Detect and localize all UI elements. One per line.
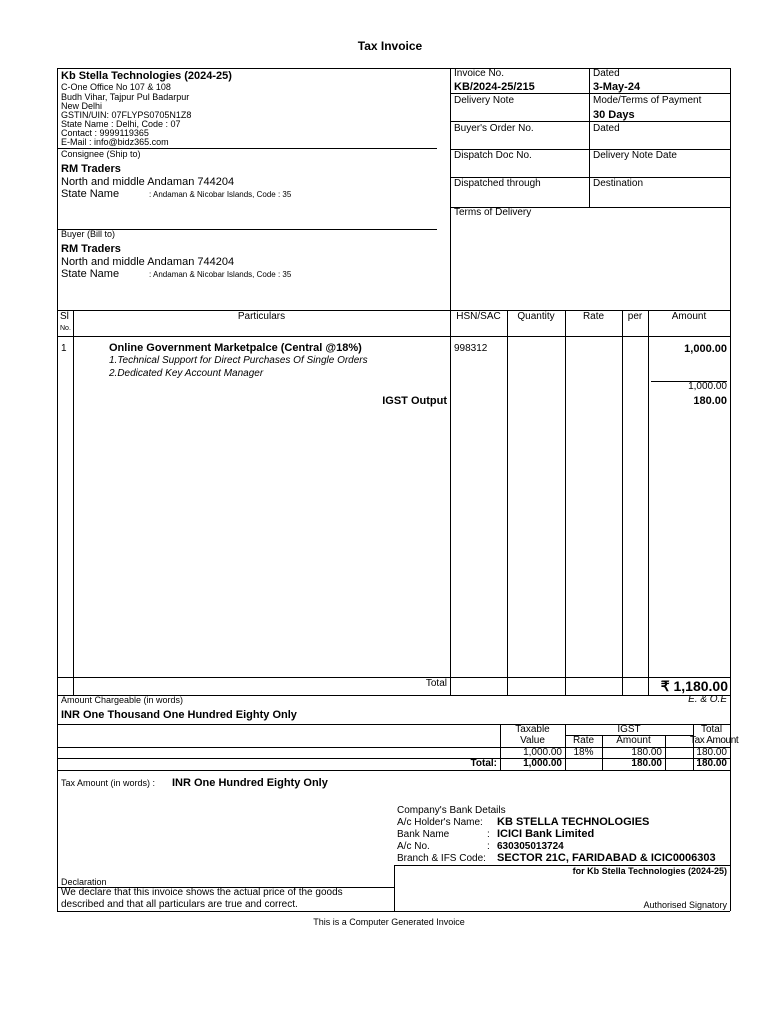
item-hsn: 998312 — [454, 343, 488, 354]
branch-label: Branch & IFS Code: — [397, 853, 486, 864]
igst-output-amount: 180.00 — [693, 395, 727, 407]
tax-words-value: INR One Hundred Eighty Only — [172, 777, 328, 789]
consignee-state-value: : Andaman & Nicobar Islands, Code : 35 — [149, 190, 292, 199]
buyer-state-value: : Andaman & Nicobar Islands, Code : 35 — [149, 270, 292, 279]
invoice-no-label: Invoice No. — [454, 68, 505, 79]
item-sl: 1 — [61, 343, 67, 354]
bank-name-colon: : — [487, 829, 490, 840]
bank-name-label: Bank Name — [397, 829, 450, 840]
consignee-address: North and middle Andaman 744204 — [61, 176, 235, 188]
header-rate: Rate — [582, 311, 605, 322]
header-sl-no: No. — [60, 325, 71, 332]
consignee-state-label: State Name — [61, 188, 120, 200]
dispatched-through-label: Dispatched through — [454, 178, 541, 189]
summary-total-tax: 180.00 — [696, 758, 727, 769]
delivery-note-label: Delivery Note — [454, 95, 515, 106]
taxable-header: Taxable — [515, 724, 550, 735]
buyer-state-label: State Name — [61, 268, 120, 280]
delivery-note-date-label: Delivery Note Date — [593, 150, 677, 161]
seller-name: Kb Stella Technologies (2024-25) — [61, 70, 232, 82]
igst-amount-header: Amount — [616, 735, 651, 746]
declaration-line: described and that all particulars are true and correct. — [61, 899, 298, 910]
igst-header: IGST — [617, 724, 641, 735]
buyers-order-label: Buyer's Order No. — [454, 123, 534, 134]
header-hsn: HSN/SAC — [456, 311, 501, 322]
header-per: per — [627, 311, 643, 322]
bank-heading: Company's Bank Details — [397, 805, 506, 816]
eoe-label: E. & O.E — [688, 694, 727, 705]
grand-total: ₹ 1,180.00 — [660, 678, 728, 694]
header-particulars: Particulars — [237, 311, 286, 322]
tax-words-label: Tax Amount (in words) : — [61, 778, 156, 788]
total-tax-header: Total — [700, 724, 723, 735]
bank-name-value: ICICI Bank Limited — [497, 828, 595, 840]
footer-note: This is a Computer Generated Invoice — [313, 917, 465, 927]
mode-terms-value: 30 Days — [593, 109, 635, 121]
igst-rate: 18% — [573, 747, 594, 758]
item-amount: 1,000.00 — [684, 343, 727, 355]
igst-rate-header: Rate — [572, 735, 595, 746]
authorised-signatory: Authorised Signatory — [643, 900, 727, 910]
branch-value: SECTOR 21C, FARIDABAD & ICIC0006303 — [497, 852, 716, 864]
dated-value: 3-May-24 — [593, 81, 641, 93]
consignee-name: RM Traders — [61, 163, 121, 175]
buyer-address: North and middle Andaman 744204 — [61, 256, 235, 268]
summary-total-igst: 180.00 — [631, 758, 662, 769]
total-tax-header-amount: Tax Amount — [690, 735, 739, 746]
total-label: Total — [425, 678, 447, 689]
dispatch-doc-label: Dispatch Doc No. — [454, 150, 532, 161]
seller-address-line: Budh Vihar, Tajpur Pul Badarpur — [61, 92, 190, 102]
taxable-value: 1,000.00 — [523, 747, 562, 758]
invoice-no-value: KB/2024-25/215 — [454, 81, 535, 93]
seller-address-line: C-One Office No 107 & 108 — [61, 82, 171, 92]
acno-value: 630305013724 — [497, 841, 564, 852]
seller-gstin: GSTIN/UIN: 07FLYPS0705N1Z8 — [61, 110, 192, 120]
acno-colon: : — [487, 841, 490, 852]
amount-words-label: Amount Chargeable (in words) — [61, 695, 184, 705]
seller-email: E-Mail : info@bidz365.com — [61, 137, 169, 147]
mode-terms-label: Mode/Terms of Payment — [593, 95, 702, 106]
buyer-name: RM Traders — [61, 243, 121, 255]
amount-words-value: INR One Thousand One Hundred Eighty Only — [61, 709, 297, 721]
declaration-heading: Declaration — [61, 877, 107, 887]
seller-address-line: New Delhi — [61, 101, 103, 111]
header-sl: Sl — [60, 311, 69, 322]
item-desc-line: 2.Dedicated Key Account Manager — [109, 368, 264, 379]
acno-label: A/c No. — [397, 841, 430, 852]
page-title: Tax Invoice — [357, 39, 423, 53]
declaration-line: We declare that this invoice shows the actual price of the goods — [61, 887, 343, 898]
destination-label: Destination — [593, 178, 644, 189]
summary-total-label: Total: — [470, 758, 497, 769]
dated2-label: Dated — [593, 123, 620, 134]
seller-contact: Contact : 9999119365 — [61, 128, 149, 138]
summary-total-taxable: 1,000.00 — [523, 758, 562, 769]
buyer-heading: Buyer (Bill to) — [61, 229, 116, 239]
for-company-label: for Kb Stella Technologies (2024-25) — [572, 866, 727, 876]
holder-label: A/c Holder's Name: — [397, 817, 483, 828]
header-amount: Amount — [671, 311, 707, 322]
terms-of-delivery-label: Terms of Delivery — [454, 207, 532, 218]
seller-state: State Name : Delhi, Code : 07 — [61, 119, 181, 129]
dated-label: Dated — [593, 68, 620, 79]
total-tax-amount: 180.00 — [696, 747, 727, 758]
header-quantity: Quantity — [517, 311, 555, 322]
item-desc-line: 1.Technical Support for Direct Purchases Of Single Orders — [109, 355, 368, 366]
item-name: Online Government Marketpalce (Central @18%) — [109, 342, 362, 354]
taxable-header-value: Value — [520, 735, 545, 746]
holder-value: KB STELLA TECHNOLOGIES — [497, 816, 650, 828]
subtotal-amount: 1,000.00 — [688, 381, 727, 392]
consignee-heading: Consignee (Ship to) — [61, 149, 141, 159]
igst-amount: 180.00 — [631, 747, 662, 758]
igst-output-label: IGST Output — [382, 395, 447, 407]
